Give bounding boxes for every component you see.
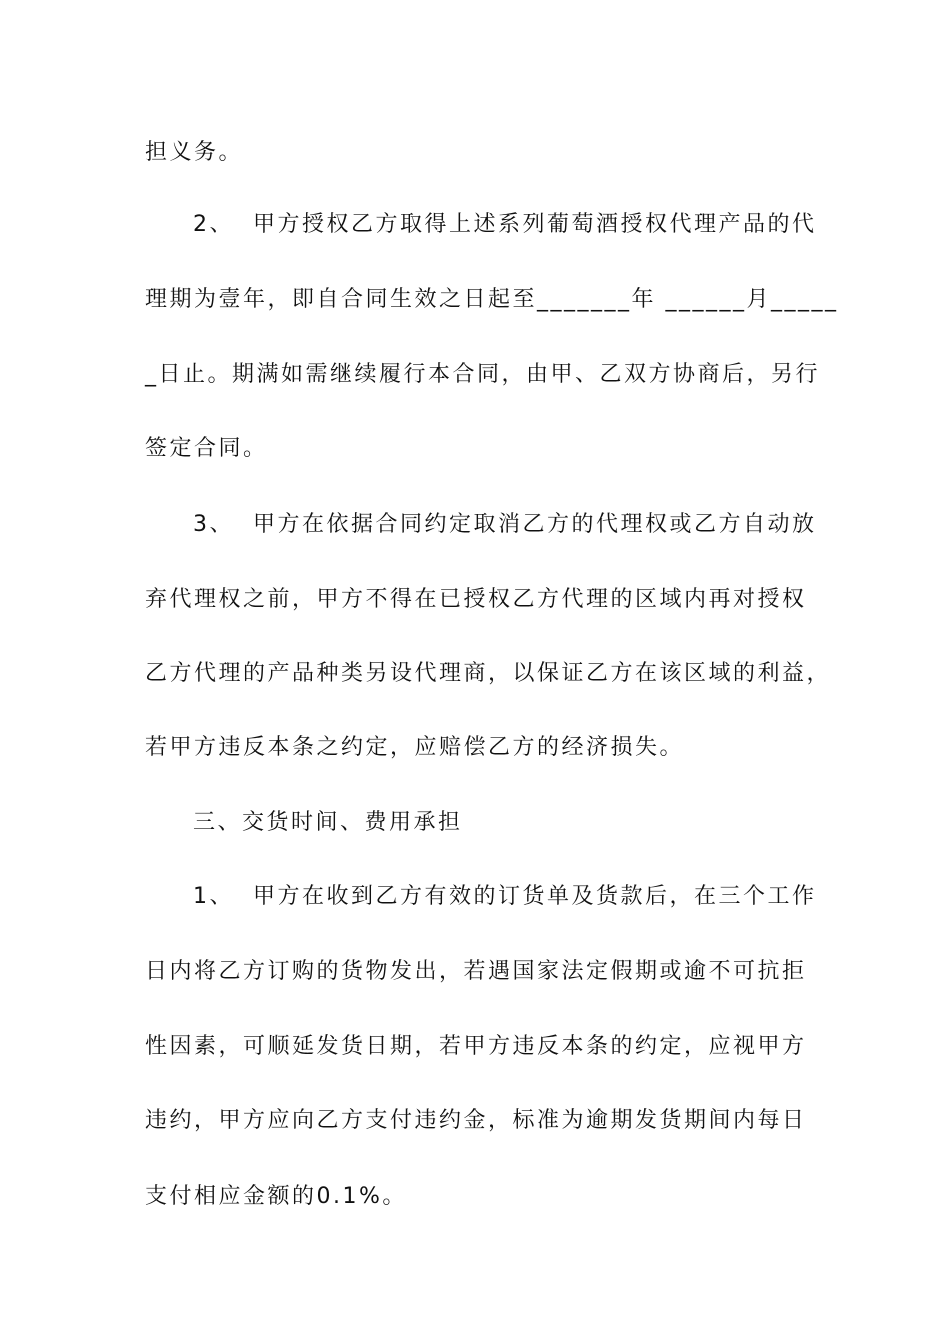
text-line: 担义务。: [145, 140, 244, 165]
text-line: 3、 甲方在依据合同约定取消乙方的代理权或乙方自动放: [193, 512, 817, 537]
text-line: _日止。期满如需继续履行本合同，由甲、乙双方协商后，另行: [145, 362, 821, 387]
text-line: 性因素，可顺延发货日期，若甲方违反本条的约定，应视甲方: [145, 1034, 807, 1059]
text-line: 乙方代理的产品种类另设代理商，以保证乙方在该区域的利益，: [145, 661, 832, 686]
text-line: 弃代理权之前，甲方不得在已授权乙方代理的区域内再对授权: [145, 587, 807, 612]
section-heading: 三、交货时间、费用承担: [193, 810, 463, 835]
text-line: 理期为壹年，即自合同生效之日起至_______年 ______月_____: [145, 287, 839, 312]
text-line: 2、 甲方授权乙方取得上述系列葡萄酒授权代理产品的代: [193, 212, 817, 237]
text-line: 违约，甲方应向乙方支付违约金，标准为逾期发货期间内每日: [145, 1108, 807, 1133]
text-line: 签定合同。: [145, 436, 268, 461]
text-line: 日内将乙方订购的货物发出，若遇国家法定假期或逾不可抗拒: [145, 959, 807, 984]
text-line: 支付相应金额的0.1%。: [145, 1184, 407, 1209]
text-line: 若甲方违反本条之约定，应赔偿乙方的经济损失。: [145, 735, 685, 760]
text-line: 1、 甲方在收到乙方有效的订货单及货款后，在三个工作: [193, 884, 817, 909]
